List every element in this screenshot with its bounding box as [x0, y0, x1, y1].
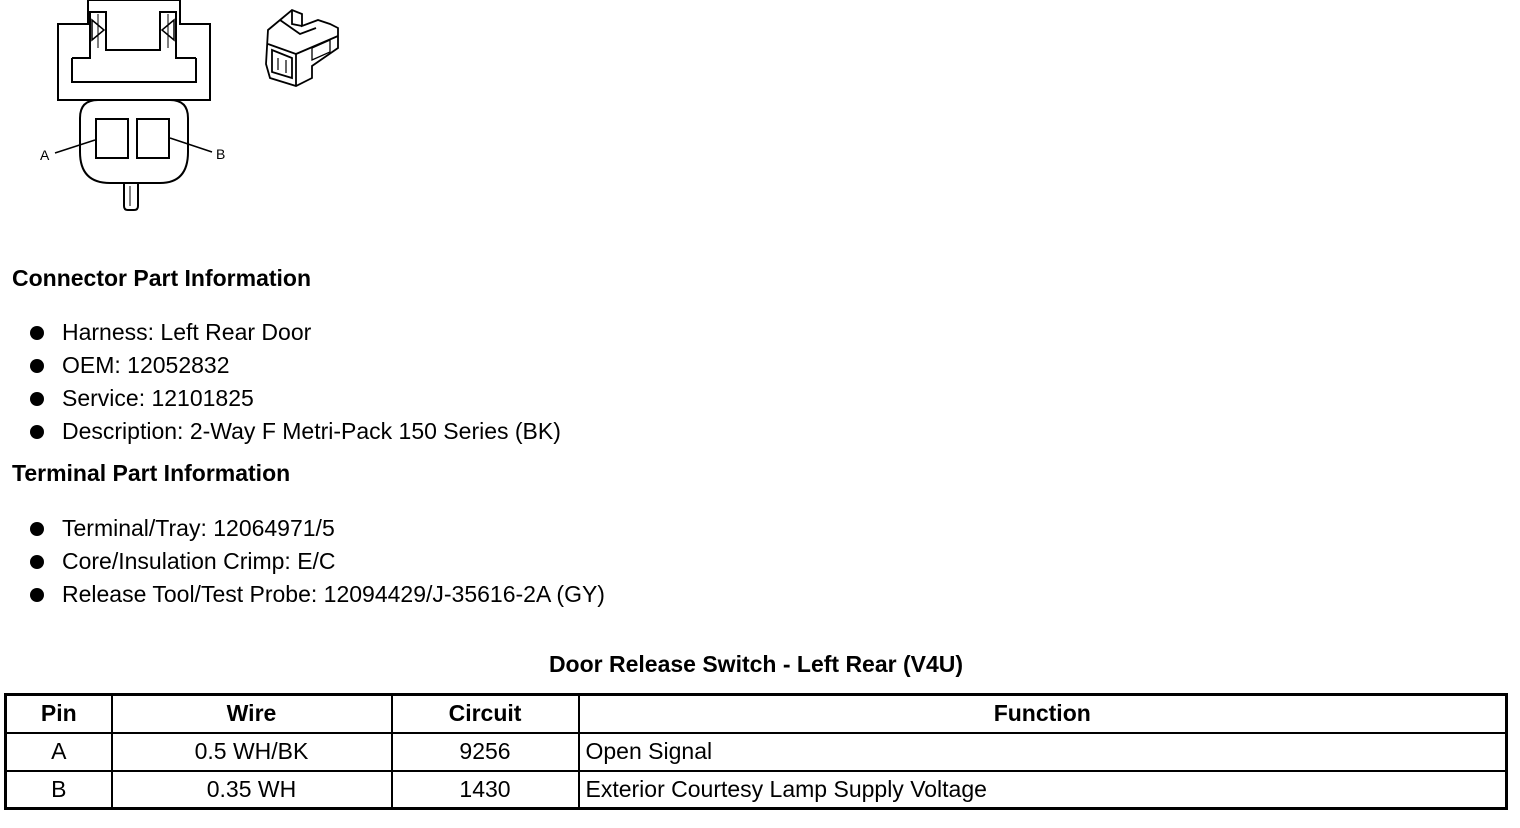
table-row — [6, 733, 1507, 771]
bullet-dot — [30, 588, 44, 602]
column-header-circuit: Circuit — [392, 695, 579, 733]
connector-info-heading: Connector Part Information — [12, 265, 312, 291]
column-header-function: Function — [579, 695, 1507, 733]
connector-face-view — [55, 0, 212, 210]
pin-table — [4, 693, 1508, 810]
cell-wire: 0.35 WH — [112, 771, 392, 809]
cell-pin: B — [6, 771, 112, 809]
bullet-dot — [30, 359, 44, 373]
table-header-row — [6, 695, 1507, 733]
bullet-dot — [30, 425, 44, 439]
cell-wire: 0.5 WH/BK — [112, 733, 392, 771]
terminal-info-heading: Terminal Part Information — [12, 460, 291, 486]
bullet-dot — [30, 392, 44, 406]
list-item-text: Description: 2-Way F Metri-Pack 150 Series (BK) — [62, 418, 561, 444]
list-item-text: Harness: Left Rear Door — [62, 319, 312, 345]
pin-table-title: Door Release Switch - Left Rear (V4U) — [548, 651, 964, 677]
bullet-dot — [30, 522, 44, 536]
pin-a-callout: A — [40, 147, 50, 163]
cell-function: Exterior Courtesy Lamp Supply Voltage — [579, 771, 1507, 809]
cell-pin: A — [6, 733, 112, 771]
bullet-dot — [30, 555, 44, 569]
cell-function: Open Signal — [579, 733, 1507, 771]
list-item-text: Core/Insulation Crimp: E/C — [62, 548, 336, 574]
connector-isometric-view — [266, 10, 338, 86]
list-item-text: OEM: 12052832 — [62, 352, 230, 378]
cell-circuit: 9256 — [392, 733, 579, 771]
column-header-pin: Pin — [6, 695, 112, 733]
column-header-wire: Wire — [112, 695, 392, 733]
connector-diagram — [0, 0, 360, 225]
list-item-text: Release Tool/Test Probe: 12094429/J-35616-2A (GY) — [62, 581, 605, 607]
list-item-text: Service: 12101825 — [62, 385, 254, 411]
table-row — [6, 771, 1507, 809]
cell-circuit: 1430 — [392, 771, 579, 809]
list-item-text: Terminal/Tray: 12064971/5 — [62, 515, 335, 541]
bullet-dot — [30, 326, 44, 340]
pin-b-callout: B — [216, 146, 226, 162]
